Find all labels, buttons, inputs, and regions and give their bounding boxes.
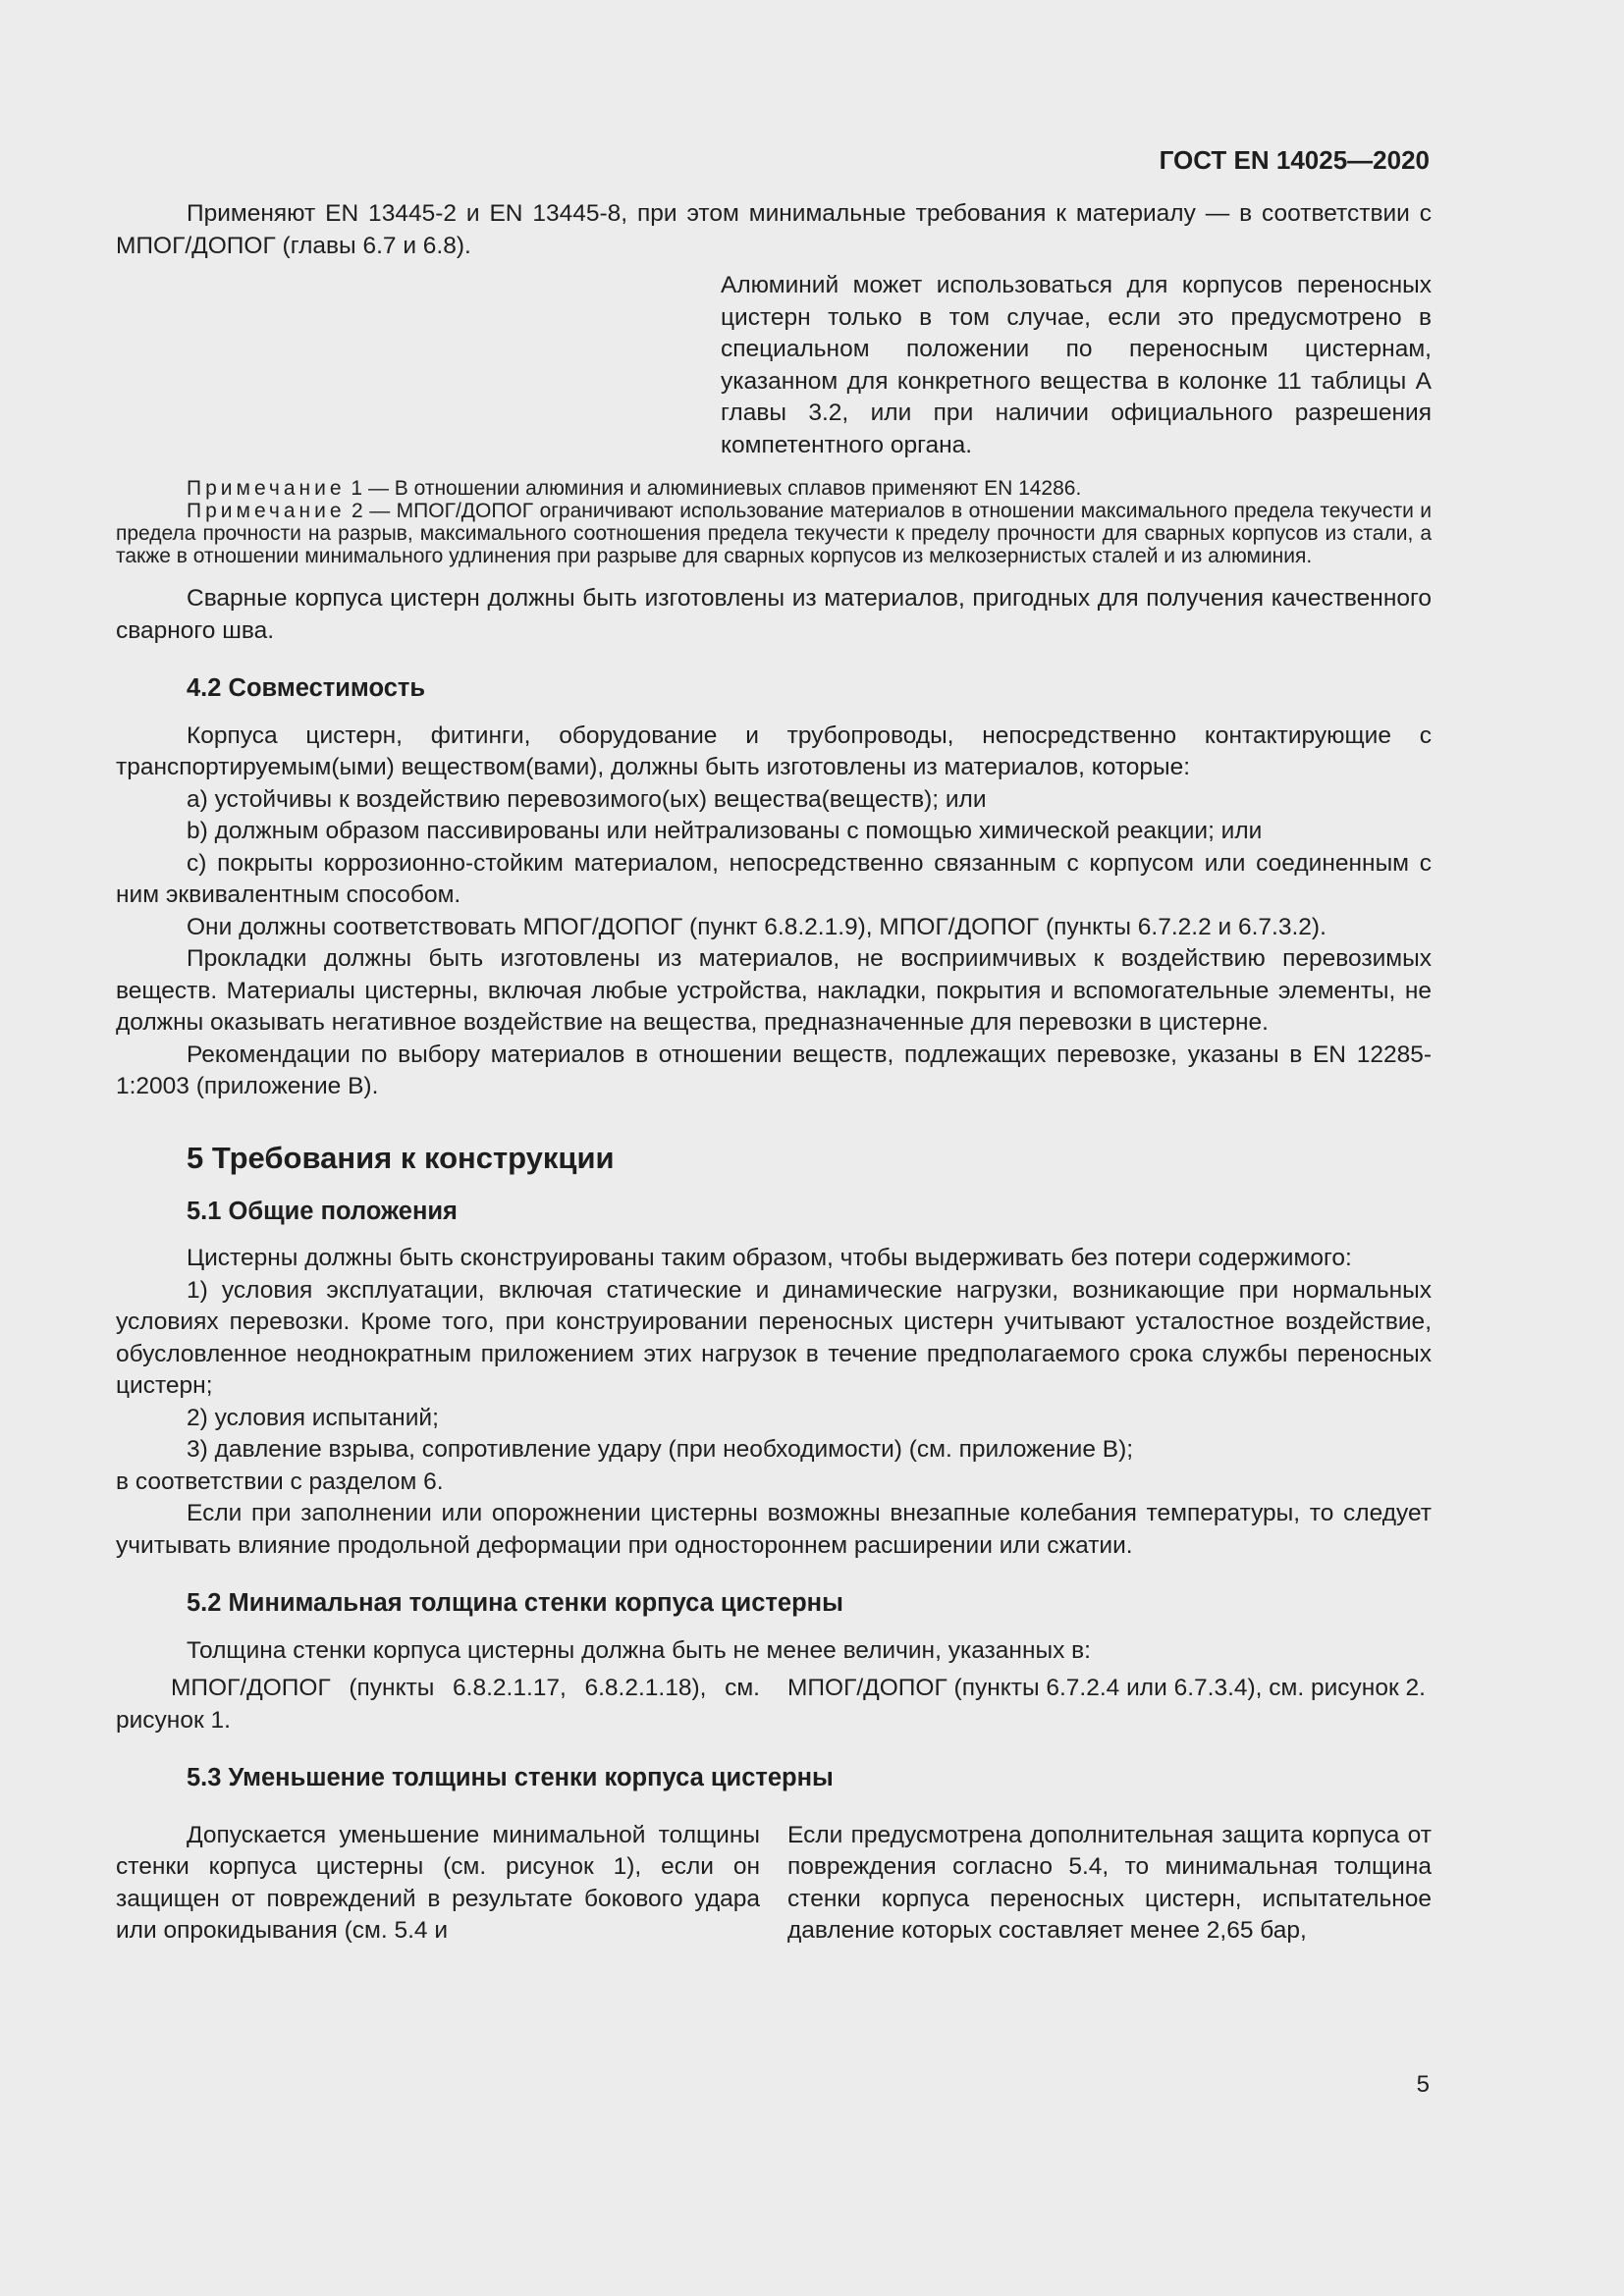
list-item-b: b) должным образом пассивированы или нейтрализованы с помощью химической реакции; или <box>187 818 1263 844</box>
list-tail: в соответствии с разделом 6. <box>116 1468 444 1495</box>
section-5-3-title: 5.3 Уменьшение толщины стенки корпуса цистерны <box>187 1764 834 1791</box>
section-5-2-title: 5.2 Минимальная толщина стенки корпуса цистерны <box>187 1589 843 1617</box>
paragraph-intro: Применяют EN 13445-2 и EN 13445-8, при этом минимальные требования к материалу — в соответствии с МПОГ/ДОПОГ (главы 6.7 и 6.8). <box>116 200 1432 259</box>
column-right: Если предусмотрена дополнительная защита корпуса от повреждения согласно 5.4, то минимальная толщина стенки корпуса переносных цистерн, испытательное давление которых составляет менее 2,65 бар, <box>787 1821 1432 1944</box>
section-4-2-title: 4.2 Совместимость <box>187 674 426 702</box>
two-column-block <box>116 1820 1432 1948</box>
paragraph: Они должны соответствовать МПОГ/ДОПОГ (пункт 6.8.2.1.9), МПОГ/ДОПОГ (пункты 6.7.2.2 и 6.7.3.2). <box>187 913 1326 940</box>
column-left: МПОГ/ДОПОГ (пункты 6.8.2.1.17, 6.8.2.1.18), см. рисунок 1. <box>116 1675 760 1734</box>
note-text: — В отношении алюминия и алюминиевых сплавов применяют EN 14286. <box>367 477 1082 500</box>
note-number: 2 <box>352 500 363 522</box>
list-item-a: a) устойчивы к воздействию перевозимого(ых) вещества(веществ); или <box>187 785 987 813</box>
paragraph: Рекомендации по выбору материалов в отношении веществ, подлежащих перевозке, указаны в EN 12285-1:2003 (приложение B). <box>116 1041 1432 1099</box>
note-text: — МПОГ/ДОПОГ ограничивают использование материалов в отношении максимального предела текучести и предела прочности на разрыв, максимального соотношения предела текучести к пределу прочности для сварных корпусов из стали, а также в отношении минимального удлинения при разрыве для сварных корпусов из мелкозернистых сталей и из алюминия. <box>116 500 1432 567</box>
paragraph: Корпуса цистерн, фитинги, оборудование и трубопроводы, непосредственно контактирующие с транспортируемым(ыми) веществом(вами), должны быть изготовлены из материалов, которые: <box>116 721 1432 780</box>
list-item-1: 1) условия эксплуатации, включая статические и динамические нагрузки, возникающие при нормальных условиях перевозки. Кроме того, при конструировании переносных цистерн учитывают усталостное воздействие, обусловленное неоднократным приложением этих нагрузок в течение предполагаемого срока службы переносных цистерн; <box>116 1276 1432 1399</box>
paragraph-welded: Сварные корпуса цистерн должны быть изготовлены из материалов, пригодных для получения качественного сварного шва. <box>116 585 1432 644</box>
paragraph: Прокладки должны быть изготовлены из материалов, не восприимчивых к воздействию перевозимых веществ. Материалы цистерны, включая любые устройства, накладки, покрытия и вспомогательные элементы, не должны оказывать негативное воздействие на вещества, предназначенные для перевозки в цистерне. <box>116 945 1432 1036</box>
two-column-block <box>116 1673 1432 1736</box>
paragraph: Если при заполнении или опорожнении цистерны возможны внезапные колебания температуры, то следует учитывать влияние продольной деформации при одностороннем расширении или сжатии. <box>116 1500 1432 1559</box>
page-content <box>116 145 1432 1948</box>
note-2 <box>116 500 1432 567</box>
column-right: МПОГ/ДОПОГ (пункты 6.7.2.4 или 6.7.3.4), см. рисунок 2. <box>787 1675 1426 1701</box>
note-label: Примечание <box>187 477 346 500</box>
paragraph-aluminium: Алюминий может использоваться для корпусов переносных цистерн только в том случае, если это предусмотрено в специальном положении по переносным цистернам, указанном для конкретного вещества в колонке 11 таблицы А главы 3.2, или при наличии официального разрешения компетентного органа. <box>721 272 1432 458</box>
document-code: ГОСТ EN 14025—2020 <box>1159 145 1430 175</box>
paragraph: Цистерны должны быть сконструированы таким образом, чтобы выдерживать без потери содержимого: <box>187 1245 1352 1271</box>
paragraph: Толщина стенки корпуса цистерны должна быть не менее величин, указанных в: <box>187 1636 1091 1664</box>
section-5-1-title: 5.1 Общие положения <box>187 1197 458 1225</box>
section-5-title: 5 Требования к конструкции <box>187 1140 615 1175</box>
list-item-c: c) покрыты коррозионно-стойким материалом, непосредственно связанным с корпусом или соединенным с ним эквивалентным способом. <box>116 849 1432 908</box>
page-number: 5 <box>1416 2071 1430 2098</box>
list-item-3: 3) давление взрыва, сопротивление удару (при необходимости) (см. приложение B); <box>187 1436 1134 1463</box>
note-label: Примечание <box>187 500 346 522</box>
list-item-2: 2) условия испытаний; <box>187 1404 439 1431</box>
note-number: 1 <box>351 477 363 500</box>
note-1 <box>116 477 1432 500</box>
notes-block <box>116 477 1432 567</box>
column-left: Допускается уменьшение минимальной толщины стенки корпуса цистерны (см. рисунок 1), если он защищен от повреждений в результате бокового удара или опрокидывания (см. 5.4 и <box>116 1821 760 1944</box>
